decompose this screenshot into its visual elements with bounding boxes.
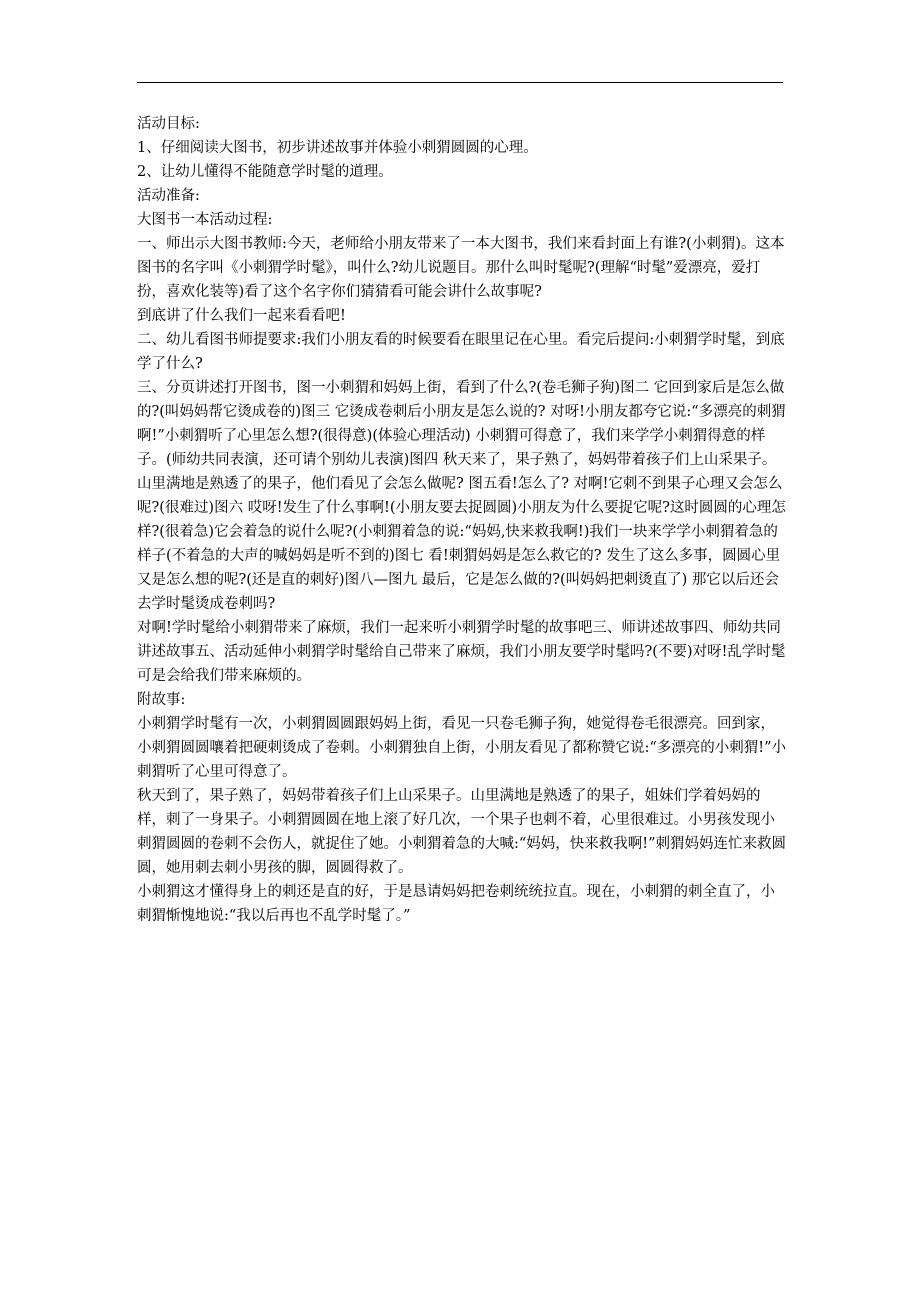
- document-body: [137, 112, 787, 928]
- process-step-3: 三、分页讲述打开图书，图一小刺猬和妈妈上街，看到了什么?(卷毛狮子狗)图二 它回到家后是怎么做的?(叫妈妈帮它烫成卷的)图三 它烫成卷刺后小朋友是怎么说的? 对呀!小朋友都夸它说:“多漂亮的刺猬啊!”小刺猬听了心里怎么想?(很得意)(体验心理活动) 小刺猬可得意了，我们来学学小刺猬得意的样子。(师幼共同表演，还可请个别幼儿表演)图四 秋天来了，果子熟了，妈妈带着孩子们上山采果子。山里满地是熟透了的果子，他们看见了会怎么做呢? 图五看!怎么了? 对啊!它刺不到果子心理又会怎么呢?(很难过)图六 哎呀!发生了什么事啊!(小朋友要去捉圆圆)小朋友为什么要捉它呢?这时圆圆的心理怎样?(很着急)它会着急的说什么呢?(小刺猬着急的说:“妈妈,快来救我啊!)我们一块来学学小刺猬着急的样子(不着急的大声的喊妈妈是听不到的)图七 看!刺猬妈妈是怎么救它的? 发生了这么多事，圆圆心里又是怎么想的呢?(还是直的刺好)图八—图九 最后，它是怎么做的?(叫妈妈把刺烫直了) 那它以后还会去学时髦烫成卷刺吗?: [137, 380, 786, 612]
- section-heading-story: 附故事:: [137, 692, 186, 708]
- process-step-1-continued: 到底讲了什么我们一起来看看吧!: [137, 308, 346, 324]
- section-heading-preparation: 活动准备:: [137, 188, 200, 204]
- process-steps-conclusion: 对啊!学时髦给小刺猬带来了麻烦，我们一起来听小刺猬学时髦的故事吧三、师讲述故事四、师幼共同讲述故事五、活动延伸小刺猬学时髦给自己带来了麻烦，我们小朋友要学时髦吗?(不要)对呀!乱学时髦可是会给我们带来麻烦的。: [137, 620, 786, 684]
- process-step-1: 一、师出示大图书教师:今天，老师给小朋友带来了一本大图书，我们来看封面上有谁?(小刺猬)。这本图书的名字叫《小刺猬学时髦》，叫什么?幼儿说题目。那什么叫时髦呢?(理解“时髦”爱漂亮，爱打扮，喜欢化装等)看了这个名字你们猜猜看可能会讲什么故事呢?: [137, 236, 785, 300]
- preparation-and-process-heading: 大图书一本活动过程:: [137, 212, 273, 228]
- section-heading-goals: 活动目标:: [137, 116, 200, 132]
- story-paragraph-1: 小刺猬学时髦有一次，小刺猬圆圆跟妈妈上街，看见一只卷毛狮子狗，她觉得卷毛很漂亮。回到家，小刺猬圆圆嚷着把硬刺烫成了卷刺。小刺猬独自上街，小朋友看见了都称赞它说:“多漂亮的小刺猬!”小刺猬听了心里可得意了。: [137, 716, 787, 780]
- goal-item-2: 2、让幼儿懂得不能随意学时髦的道理。: [137, 164, 393, 180]
- story-paragraph-3: 小刺猬这才懂得身上的刺还是直的好，于是恳请妈妈把卷刺统统拉直。现在，小刺猬的刺全直了，小刺猬惭愧地说:“我以后再也不乱学时髦了。”: [137, 884, 775, 924]
- process-step-2: 二、幼儿看图书师提要求:我们小朋友看的时候要看在眼里记在心里。看完后提问:小刺猬学时髦，到底学了什么?: [137, 332, 785, 372]
- header-rule: [137, 82, 783, 83]
- goal-item-1: 1、仔细阅读大图书，初步讲述故事并体验小刺猬圆圆的心理。: [137, 140, 538, 156]
- story-paragraph-2: 秋天到了，果子熟了，妈妈带着孩子们上山采果子。山里满地是熟透了的果子，姐妹们学着妈妈的样，刺了一身果子。小刺猬圆圆在地上滚了好几次，一个果子也刺不着，心里很难过。小男孩发现小刺猬圆圆的卷刺不会伤人，就捉住了她。小刺猬着急的大喊:“妈妈，快来救我啊!”刺猬妈妈连忙来救圆圆，她用刺去刺小男孩的脚，圆圆得救了。: [137, 788, 787, 876]
